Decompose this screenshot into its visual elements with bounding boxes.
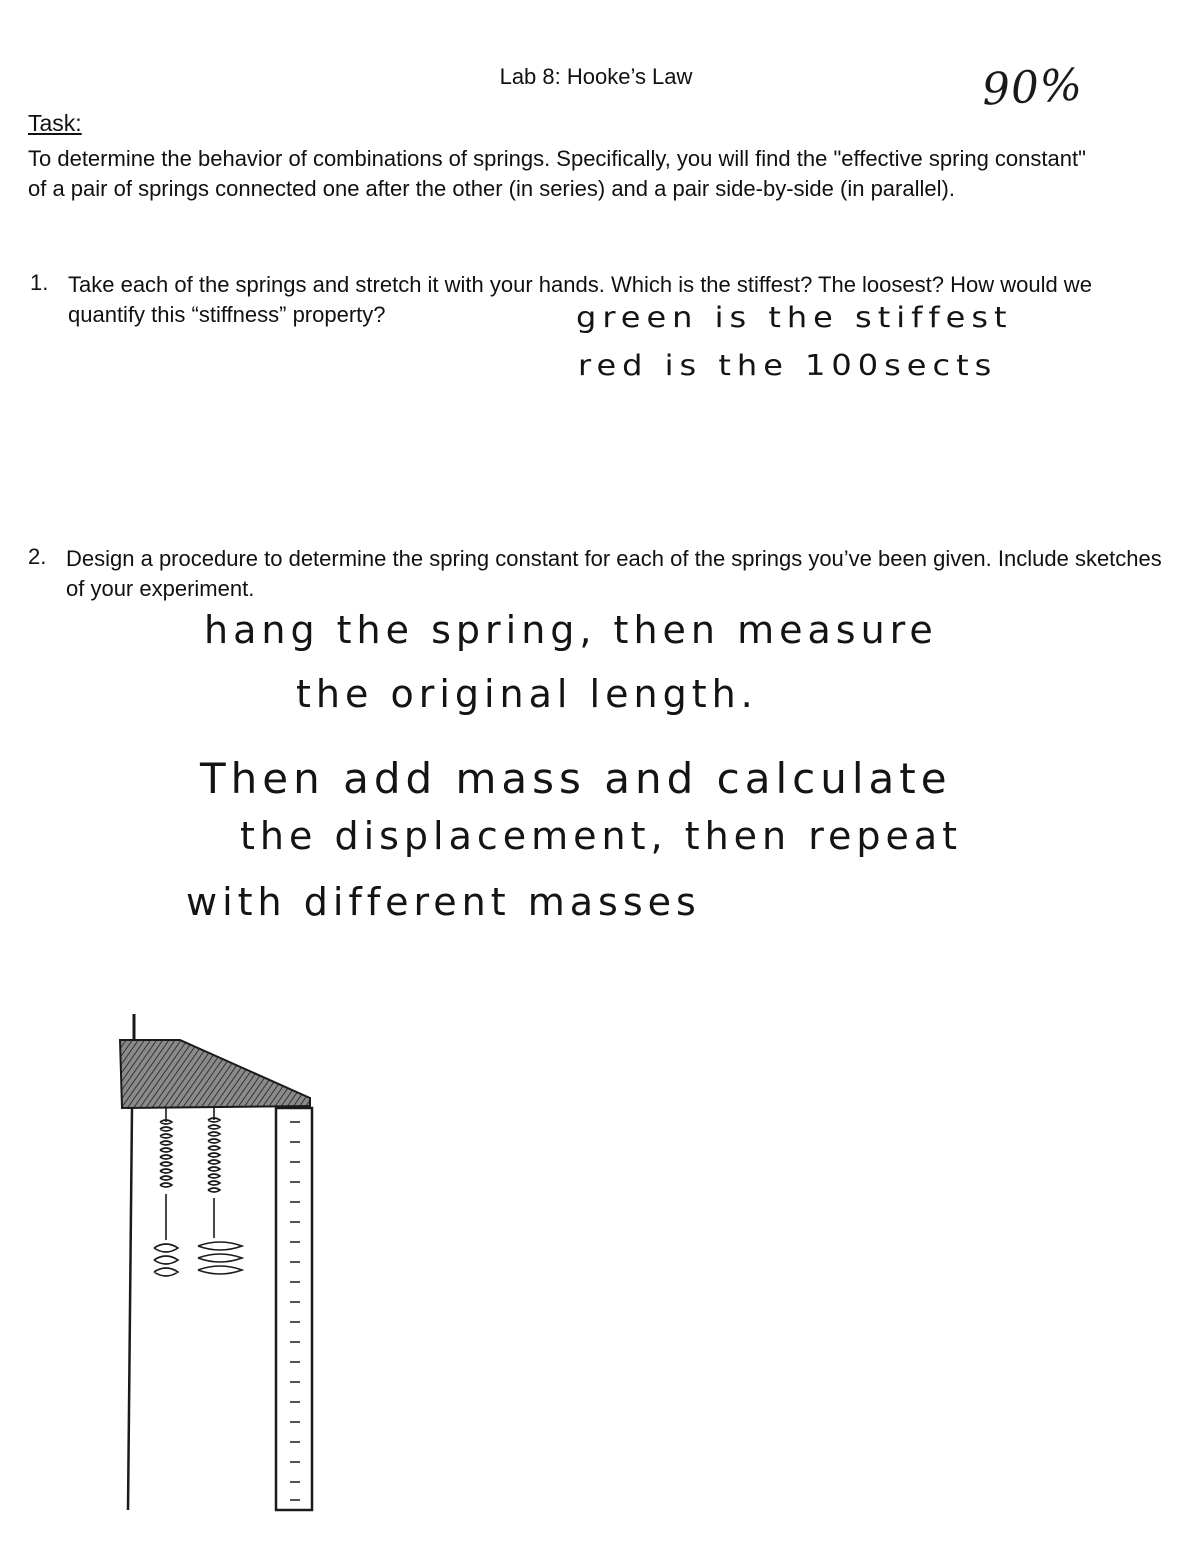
answer-2-line-2: the original length. xyxy=(296,672,758,716)
ruler xyxy=(276,1108,312,1510)
handwritten-grade: 90% xyxy=(980,59,1085,116)
answer-2-line-3: Then add mass and calculate xyxy=(200,754,952,803)
task-heading: Task: xyxy=(28,110,82,136)
question-1-number: 1. xyxy=(30,270,49,295)
question-2-text: Design a procedure to determine the spring constant for each of the springs you’ve been given. Include sketches of your experiment. xyxy=(66,546,1162,601)
answer-2-line-5: with different masses xyxy=(186,880,701,924)
answer-1-line-2: red is the 100sects xyxy=(578,347,998,383)
spring-left xyxy=(154,1108,178,1276)
answer-2-line-1: hang the spring, then measure xyxy=(204,608,938,652)
task-description: To determine the behavior of combinations of springs. Specifically, you will find the "effective spring constant" of a pair of springs connected one after the other (in series) and a pair side-by-side (in parallel). xyxy=(28,146,1086,201)
answer-1-line-1: green is the stiffest xyxy=(576,299,1013,335)
stand-pole xyxy=(128,1108,132,1510)
page-title: Lab 8: Hooke’s Law xyxy=(499,64,693,89)
spring-right xyxy=(198,1108,242,1274)
stand-top-bar xyxy=(120,1040,310,1108)
answer-2-line-4: the displacement, then repeat xyxy=(240,814,963,858)
question-2-number: 2. xyxy=(28,544,47,569)
question-1-text: Take each of the springs and stretch it with your hands. Which is the stiffest? The loosest? How would we quantify this “stiffness” property? xyxy=(68,272,1092,327)
spring-apparatus-sketch-icon xyxy=(110,1010,330,1520)
